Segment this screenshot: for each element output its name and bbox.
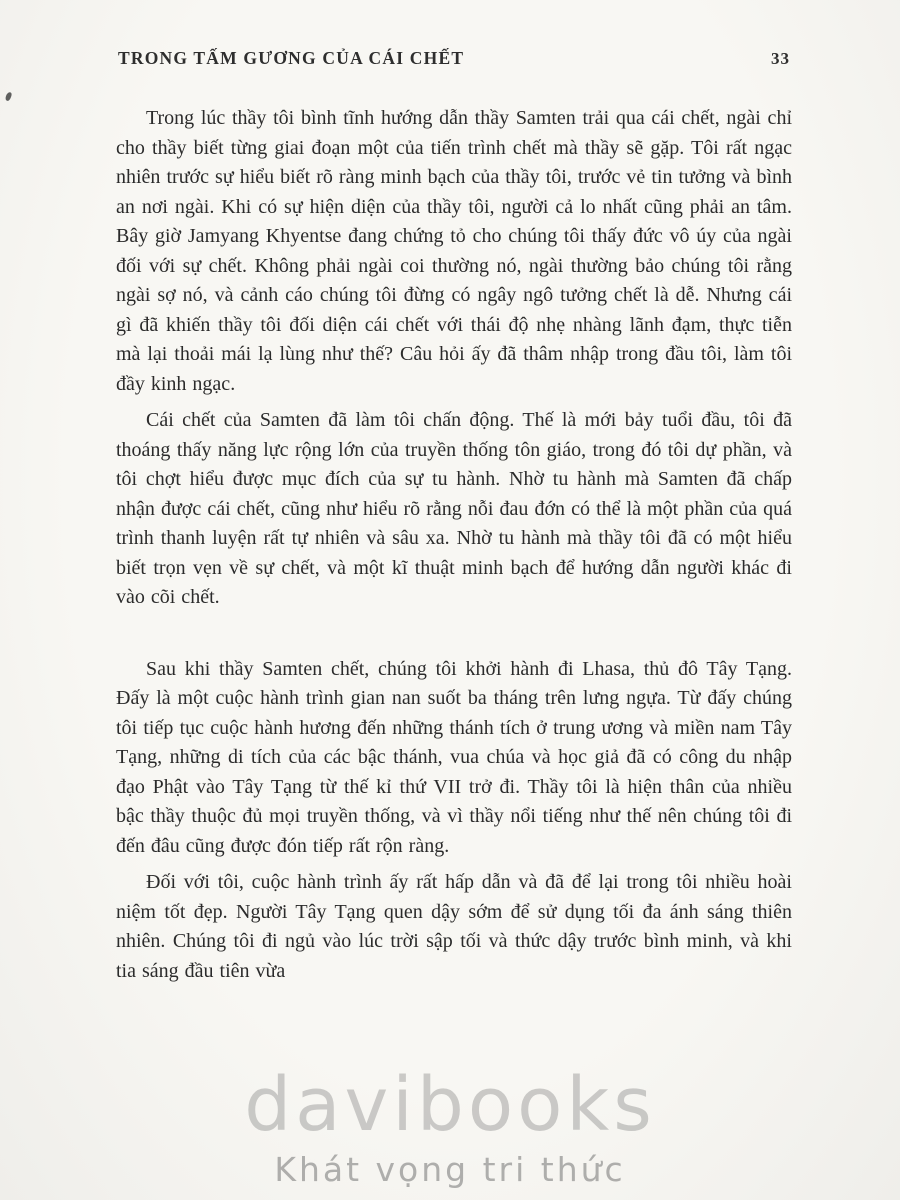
paragraph-1: Trong lúc thầy tôi bình tĩnh hướng dẫn thầy Samten trải qua cái chết, ngài chỉ cho thầy biết từng giai đoạn một của tiến trình chết mà thầy sẽ gặp. Tôi rất ngạc nhiên trước sự hiểu biết rõ ràng minh bạch của thầy tôi, trước vẻ tin tưởng và bình an nơi ngài. Khi có sự hiện diện của thầy tôi, người cả lo nhất cũng phải an tâm. Bây giờ Jamyang Khyentse đang chứng tỏ cho chúng tôi thấy đức vô úy của ngài đối với sự chết. Không phải ngài coi thường nó, ngài thường bảo chúng tôi rằng ngài sợ nó, và cảnh cáo chúng tôi đừng có ngây ngô tưởng chết là dễ. Nhưng cái gì đã khiến thầy tôi đối diện cái chết với thái độ nhẹ nhàng lãnh đạm, thực tiễn mà lại thoải mái lạ lùng như thế? Câu hỏi ấy đã thâm nhập trong đầu tôi, làm tôi đầy kinh ngạc. — [116, 107, 792, 395]
watermark — [0, 1062, 900, 1189]
watermark-slogan: Khát vọng tri thức — [274, 1150, 626, 1189]
body-text — [116, 104, 792, 993]
watermark-logo: davibooks — [244, 1062, 656, 1148]
paragraph-3: Sau khi thầy Samten chết, chúng tôi khởi hành đi Lhasa, thủ đô Tây Tạng. Đấy là một cuộc hành trình gian nan suốt ba tháng trên lưng ngựa. Từ đấy chúng tôi tiếp tục cuộc hành hương đến những thánh tích ở trung ương và miền nam Tây Tạng, những di tích của các bậc thánh, vua chúa và học giả đã có công du nhập đạo Phật vào Tây Tạng từ thế kỉ thứ VII trở đi. Thầy tôi là hiện thân của nhiều bậc thầy thuộc đủ mọi truyền thống, và vì thầy nổi tiếng như thế nên chúng tôi đi đến đâu cũng được đón tiếp rất rộn ràng. — [116, 657, 792, 857]
page-header — [118, 48, 790, 69]
page-number: 33 — [771, 49, 790, 68]
scan-artifact — [5, 91, 13, 101]
running-title: TRONG TẤM GƯƠNG CỦA CÁI CHẾT — [118, 48, 465, 68]
paragraph-4: Đối với tôi, cuộc hành trình ấy rất hấp dẫn và đã để lại trong tôi nhiều hoài niệm tốt đẹp. Người Tây Tạng quen dậy sớm để sử dụng tối đa ánh sáng thiên nhiên. Chúng tôi đi ngủ vào lúc trời sập tối và thức dậy trước bình minh, và khi tia sáng đầu tiên vừa — [116, 871, 792, 982]
paragraph-2: Cái chết của Samten đã làm tôi chấn động. Thế là mới bảy tuổi đầu, tôi đã thoáng thấy năng lực rộng lớn của truyền thống tôn giáo, trong đó tôi dự phần, và tôi chợt hiểu được mục đích của sự tu hành. Nhờ tu hành mà Samten đã chấp nhận được cái chết, cũng như hiểu rõ rằng nỗi đau đớn có thể là một phần của quá trình thanh luyện rất tự nhiên và sâu xa. Nhờ tu hành mà thầy tôi đã có một hiểu biết trọn vẹn về sự chết, và một kĩ thuật minh bạch để hướng dẫn người khác đi vào cõi chết. — [116, 409, 792, 608]
